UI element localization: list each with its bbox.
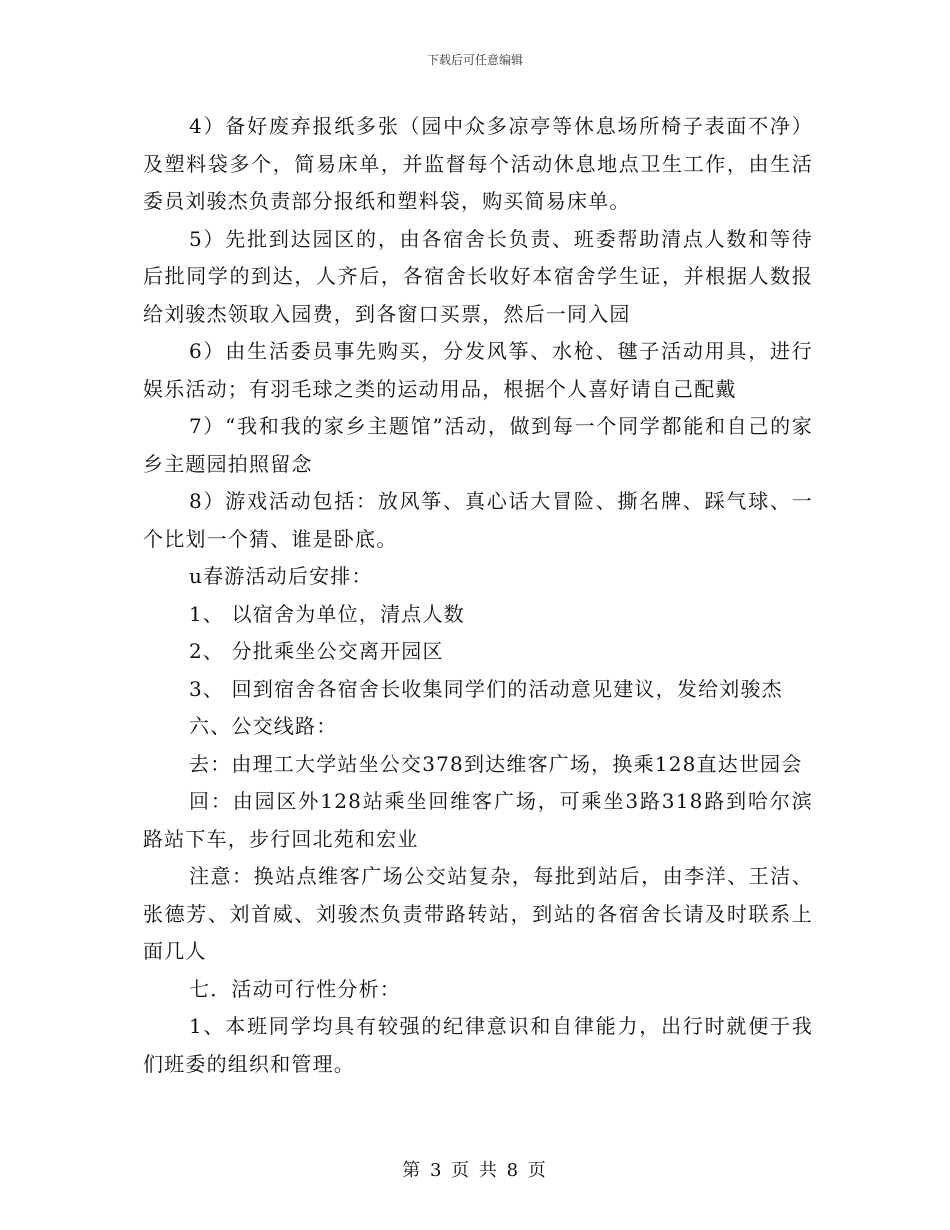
paragraph-item-5: 5）先批到达园区的，由各宿舍长负责、班委帮助清点人数和等待后批同学的到达，人齐后，各宿舍长收好本宿舍学生证，并根据人数报给刘骏杰领取入园费，到各窗口买票，然后一同入园 (143, 226, 813, 326)
after-activity-step-3: 3、 回到宿舍各宿舍长收集同学们的活动意见建议，发给刘骏杰 (189, 676, 783, 701)
paragraph-item-8: 8）游戏活动包括：放风筝、真心话大冒险、撕名牌、踩气球、一个比划一个猜、谁是卧底。 (143, 489, 813, 551)
section-bus-routes-heading: 六、公交线路： (189, 714, 338, 738)
after-activity-step-2: 2、 分批乘坐公交离开园区 (189, 639, 444, 663)
bus-route-return: 回：由园区外128站乘坐回维客广场，可乘坐3路318路到哈尔滨路站下车，步行回北苑和宏业 (143, 789, 813, 851)
feasibility-point-1: 1、本班同学均具有较强的纪律意识和自律能力，出行时就便于我们班委的组织和管理。 (143, 1014, 813, 1076)
page-header: 下载后可任意编辑 (426, 53, 523, 67)
paragraph-item-6: 6）由生活委员事先购买，分发风筝、水枪、毽子活动用具，进行娱乐活动；有羽毛球之类的运动用品，根据个人喜好请自己配戴 (143, 339, 813, 401)
paragraph-item-4: 4）备好废弃报纸多张（园中众多凉亭等休息场所椅子表面不净）及塑料袋多个，简易床单，并监督每个活动休息地点卫生工作，由生活委员刘骏杰负责部分报纸和塑料袋，购买简易床单。 (143, 114, 813, 213)
bus-route-note: 注意：换站点维客广场公交站复杂，每批到站后，由李洋、王洁、张德芳、刘首威、刘骏杰负责带路转站，到站的各宿舍长请及时联系上面几人 (143, 864, 813, 963)
after-activity-step-1: 1、 以宿舍为单位，清点人数 (189, 601, 465, 626)
paragraph-item-7: 7）“我和我的家乡主题馆”活动，做到每一个同学都能和自己的家乡主题园拍照留念 (143, 414, 813, 476)
section-after-activity-heading: u春游活动后安排： (189, 564, 373, 588)
section-feasibility-heading: 七．活动可行性分析： (189, 976, 401, 1001)
document-body (143, 108, 813, 1083)
bus-route-outbound: 去：由理工大学站坐公交378到达维客广场，换乘128直达世园会 (189, 751, 803, 776)
page-footer: 第 3 页 共 8 页 (402, 1160, 548, 1181)
